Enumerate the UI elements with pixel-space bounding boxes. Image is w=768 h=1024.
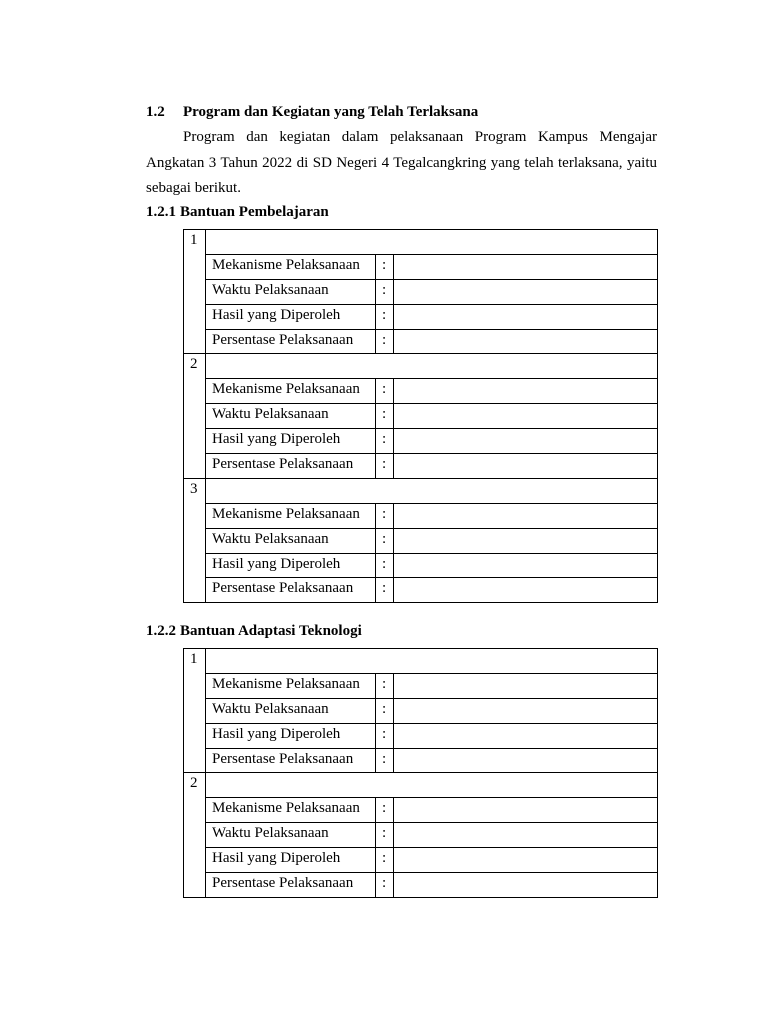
row-colon: : [376,503,394,528]
row-colon: : [376,798,394,823]
row-colon: : [376,723,394,748]
item-number: 2 [184,773,206,897]
table-row [184,823,658,848]
table-row [184,279,658,304]
row-label: Persentase Pelaksanaan [206,873,376,898]
row-label: Waktu Pelaksanaan [206,279,376,304]
item-header-row [184,478,658,503]
subsection-title: Bantuan Pembelajaran [180,204,329,220]
row-label: Mekanisme Pelaksanaan [206,798,376,823]
row-value [394,673,658,698]
section-number: 1.2 [146,104,165,120]
row-colon: : [376,873,394,898]
item-number: 2 [184,354,206,478]
row-value [394,279,658,304]
row-colon: : [376,279,394,304]
subsection-heading [146,621,362,641]
item-number: 3 [184,478,206,602]
intro-paragraph: Program dan kegiatan dalam pelaksanaan Program Kampus Mengajar Angkatan 3 Tahun 2022 di SD Negeri 4 Tegalcangkring yang telah terlaksana, yaitu sebagai berikut. [146,129,657,197]
row-label: Persentase Pelaksanaan [206,329,376,354]
row-value [394,528,658,553]
row-label: Hasil yang Diperoleh [206,848,376,873]
activity-table [183,648,658,898]
table-row [184,848,658,873]
row-value [394,553,658,578]
row-value [394,848,658,873]
row-value [394,578,658,603]
row-colon: : [376,304,394,329]
row-label: Waktu Pelaksanaan [206,823,376,848]
section-heading [146,102,478,122]
item-header-row [184,230,658,255]
table-row [184,454,658,479]
item-title-cell [206,478,658,503]
row-colon: : [376,578,394,603]
row-colon: : [376,254,394,279]
row-label: Hasil yang Diperoleh [206,553,376,578]
row-label: Mekanisme Pelaksanaan [206,673,376,698]
item-header-row [184,649,658,674]
table-row [184,698,658,723]
item-title-cell [206,230,658,255]
row-colon: : [376,748,394,773]
table-row [184,379,658,404]
row-label: Mekanisme Pelaksanaan [206,254,376,279]
row-value [394,404,658,429]
row-value [394,698,658,723]
row-label: Persentase Pelaksanaan [206,748,376,773]
item-header-row [184,354,658,379]
item-number: 1 [184,230,206,354]
row-value [394,254,658,279]
table-row [184,528,658,553]
row-label: Waktu Pelaksanaan [206,404,376,429]
row-value [394,503,658,528]
table-row [184,748,658,773]
table-row [184,798,658,823]
row-value [394,873,658,898]
row-label: Hasil yang Diperoleh [206,723,376,748]
row-colon: : [376,379,394,404]
subsection-number: 1.2.1 [146,204,176,220]
item-title-cell [206,354,658,379]
row-label: Hasil yang Diperoleh [206,429,376,454]
row-label: Waktu Pelaksanaan [206,528,376,553]
table-row [184,503,658,528]
row-colon: : [376,329,394,354]
row-colon: : [376,848,394,873]
row-label: Persentase Pelaksanaan [206,578,376,603]
item-number: 1 [184,649,206,773]
item-title-cell [206,649,658,674]
table-row [184,329,658,354]
table-row [184,723,658,748]
row-label: Persentase Pelaksanaan [206,454,376,479]
row-label: Mekanisme Pelaksanaan [206,379,376,404]
row-colon: : [376,673,394,698]
row-value [394,304,658,329]
row-value [394,454,658,479]
table-row [184,254,658,279]
table-row [184,429,658,454]
item-header-row [184,773,658,798]
table-row [184,578,658,603]
row-value [394,823,658,848]
table-row [184,404,658,429]
row-colon: : [376,404,394,429]
row-colon: : [376,429,394,454]
row-colon: : [376,528,394,553]
row-value [394,429,658,454]
table-row [184,553,658,578]
table-row [184,873,658,898]
activity-table [183,229,658,603]
row-colon: : [376,454,394,479]
section-title: Program dan Kegiatan yang Telah Terlaksana [183,104,479,120]
row-value [394,329,658,354]
subsection-number: 1.2.2 [146,623,176,639]
row-value [394,379,658,404]
row-label: Waktu Pelaksanaan [206,698,376,723]
row-value [394,798,658,823]
row-label: Mekanisme Pelaksanaan [206,503,376,528]
subsection-heading [146,202,329,222]
subsection-title: Bantuan Adaptasi Teknologi [180,623,362,639]
row-value [394,748,658,773]
item-title-cell [206,773,658,798]
table-row [184,304,658,329]
table-row [184,673,658,698]
row-label: Hasil yang Diperoleh [206,304,376,329]
row-colon: : [376,823,394,848]
row-colon: : [376,698,394,723]
row-colon: : [376,553,394,578]
row-value [394,723,658,748]
